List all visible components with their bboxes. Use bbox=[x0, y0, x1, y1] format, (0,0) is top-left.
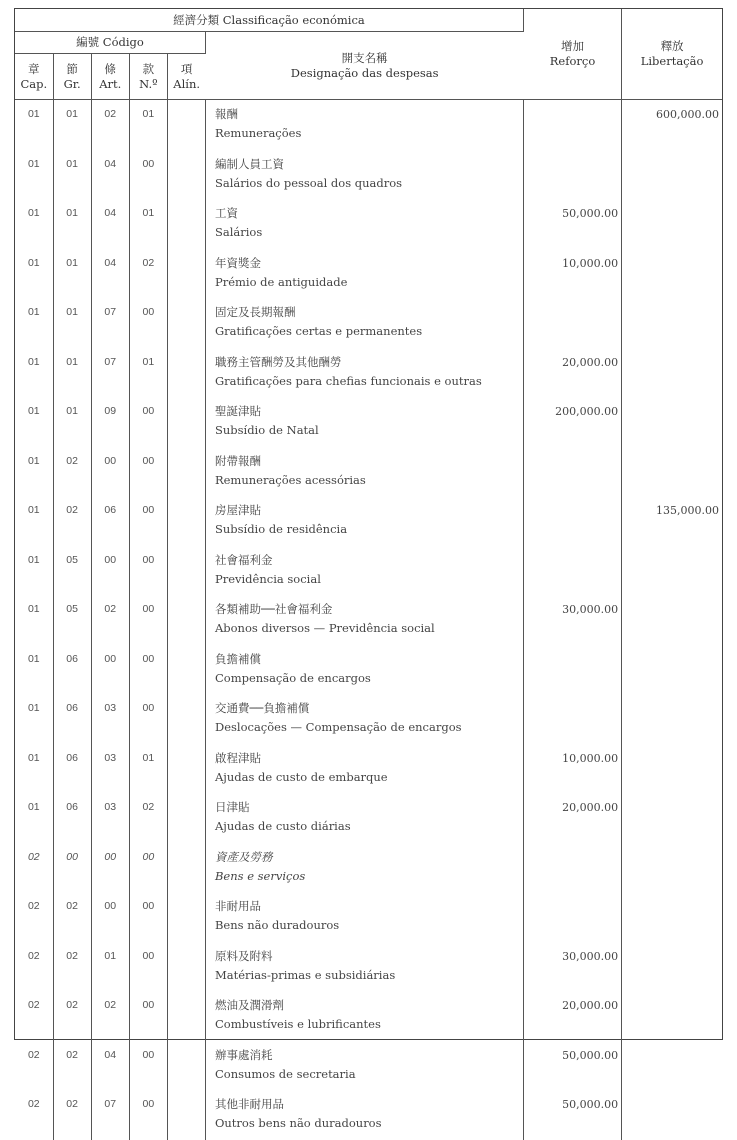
designation-zh: 負擔補償 bbox=[214, 651, 261, 666]
libertacao-header-zh: 釋放 bbox=[660, 39, 684, 53]
designation-cell bbox=[205, 892, 523, 942]
gr-cell: 06 bbox=[53, 694, 91, 744]
art-cell: 00 bbox=[91, 843, 129, 893]
cap-cell: 02 bbox=[15, 1090, 53, 1140]
libertacao-cell bbox=[622, 744, 722, 794]
designation-cell bbox=[205, 298, 523, 348]
cap-cell: 02 bbox=[15, 892, 53, 942]
designation-cell bbox=[205, 991, 523, 1041]
reforco-cell: 10,000.00 bbox=[523, 249, 621, 299]
designation-zh: 非耐用品 bbox=[214, 899, 261, 913]
art-cell: 07 bbox=[91, 298, 129, 348]
art-cell: 04 bbox=[91, 199, 129, 249]
reforco-cell bbox=[523, 496, 621, 546]
table-row bbox=[15, 645, 722, 695]
reforco-cell: 50,000.00 bbox=[523, 1090, 621, 1140]
no-cell: 01 bbox=[129, 199, 167, 249]
cap-cell: 01 bbox=[15, 199, 53, 249]
designation-pt: Previdência social bbox=[214, 571, 321, 586]
no-cell: 01 bbox=[129, 744, 167, 794]
libertacao-cell bbox=[622, 397, 722, 447]
art-cell: 01 bbox=[91, 942, 129, 992]
cap-cell: 01 bbox=[15, 744, 53, 794]
art-cell: 06 bbox=[91, 496, 129, 546]
designation-zh: 附帶報酬 bbox=[214, 453, 261, 468]
no-header-zh: 款 bbox=[142, 61, 155, 76]
alin-cell bbox=[167, 397, 205, 447]
designation-pt: Subsídio de residência bbox=[214, 522, 348, 536]
no-cell: 00 bbox=[129, 843, 167, 893]
designation-zh: 其他非耐用品 bbox=[214, 1097, 284, 1111]
table-row bbox=[15, 100, 722, 150]
designation-cell bbox=[205, 843, 523, 893]
designation-cell bbox=[205, 744, 523, 794]
art-cell: 03 bbox=[91, 744, 129, 794]
reforco-cell: 30,000.00 bbox=[523, 942, 621, 992]
table-row bbox=[15, 546, 722, 596]
gr-cell: 02 bbox=[53, 496, 91, 546]
cap-cell: 02 bbox=[15, 991, 53, 1041]
cap-cell: 01 bbox=[15, 793, 53, 843]
table-row bbox=[15, 892, 722, 942]
cap-cell: 02 bbox=[15, 1041, 53, 1091]
libertacao-cell bbox=[622, 843, 722, 893]
designation-pt: Consumos de secretaria bbox=[214, 1066, 356, 1081]
designation-header-zh: 開支名稱 bbox=[341, 50, 388, 65]
reforco-header bbox=[523, 9, 621, 100]
designation-pt: Remunerações acessórias bbox=[214, 472, 366, 487]
designation-pt: Bens não duradouros bbox=[214, 918, 340, 932]
libertacao-cell bbox=[622, 892, 722, 942]
designation-zh: 聖誕津貼 bbox=[214, 404, 261, 418]
libertacao-cell bbox=[622, 249, 722, 299]
art-cell: 09 bbox=[91, 397, 129, 447]
alin-cell bbox=[167, 843, 205, 893]
table-row bbox=[15, 843, 722, 893]
no-cell: 02 bbox=[129, 249, 167, 299]
no-header bbox=[129, 54, 167, 100]
alin-cell bbox=[167, 298, 205, 348]
designation-zh: 交通費──負擔補償 bbox=[214, 701, 310, 715]
no-cell: 00 bbox=[129, 150, 167, 200]
table-row bbox=[15, 1090, 722, 1140]
gr-cell: 02 bbox=[53, 447, 91, 497]
alin-cell bbox=[167, 249, 205, 299]
cap-header-zh: 章 bbox=[28, 61, 40, 76]
art-header bbox=[91, 54, 129, 100]
designation-zh: 固定及長期報酬 bbox=[214, 305, 296, 319]
cap-cell: 01 bbox=[15, 496, 53, 546]
gr-cell: 00 bbox=[53, 843, 91, 893]
table-row bbox=[15, 298, 722, 348]
no-cell: 00 bbox=[129, 694, 167, 744]
art-cell: 00 bbox=[91, 892, 129, 942]
table-row bbox=[15, 496, 722, 546]
reforco-cell bbox=[523, 694, 621, 744]
gr-header bbox=[53, 54, 91, 100]
alin-cell bbox=[167, 1041, 205, 1091]
libertacao-cell bbox=[622, 546, 722, 596]
gr-cell: 06 bbox=[53, 744, 91, 794]
cap-cell: 01 bbox=[15, 645, 53, 695]
designation-pt: Subsídio de Natal bbox=[214, 423, 319, 437]
table-row bbox=[15, 397, 722, 447]
table-row bbox=[15, 793, 722, 843]
designation-zh: 啟程津貼 bbox=[214, 750, 261, 765]
alin-cell bbox=[167, 942, 205, 992]
no-cell: 01 bbox=[129, 100, 167, 150]
gr-cell: 01 bbox=[53, 100, 91, 150]
reforco-cell: 50,000.00 bbox=[523, 199, 621, 249]
designation-zh: 資產及勞務 bbox=[214, 849, 273, 864]
alin-cell bbox=[167, 199, 205, 249]
cap-cell: 01 bbox=[15, 348, 53, 398]
gr-cell: 01 bbox=[53, 150, 91, 200]
designation-pt: Ajudas de custo de embarque bbox=[214, 769, 388, 784]
budget-table-sheet bbox=[14, 8, 723, 1130]
alin-cell bbox=[167, 1090, 205, 1140]
designation-pt: Compensação de encargos bbox=[214, 670, 371, 685]
libertacao-cell bbox=[622, 1090, 722, 1140]
designation-zh: 日津貼 bbox=[214, 800, 250, 814]
libertacao-cell bbox=[622, 447, 722, 497]
designation-zh: 社會福利金 bbox=[214, 552, 273, 567]
art-cell: 02 bbox=[91, 100, 129, 150]
libertacao-cell: 600,000.00 bbox=[656, 108, 719, 121]
alin-cell bbox=[167, 744, 205, 794]
designation-cell bbox=[205, 694, 523, 744]
reforco-cell bbox=[523, 100, 621, 150]
art-cell: 04 bbox=[91, 1041, 129, 1091]
libertacao-cell bbox=[622, 298, 722, 348]
art-header-zh: 條 bbox=[104, 61, 116, 76]
no-cell: 00 bbox=[129, 1041, 167, 1091]
gr-header-zh: 節 bbox=[66, 61, 78, 76]
table-row bbox=[15, 991, 722, 1041]
reforco-cell bbox=[523, 843, 621, 893]
art-cell: 00 bbox=[91, 447, 129, 497]
reforco-cell bbox=[523, 645, 621, 695]
cap-cell: 01 bbox=[15, 546, 53, 596]
designation-header bbox=[205, 32, 523, 100]
designation-cell bbox=[205, 595, 523, 645]
alin-cell bbox=[167, 348, 205, 398]
alin-header-pt: Alín. bbox=[173, 76, 201, 91]
art-cell: 03 bbox=[91, 793, 129, 843]
code-header: 編號 Código bbox=[15, 32, 205, 54]
art-cell: 02 bbox=[91, 991, 129, 1041]
no-cell: 00 bbox=[129, 645, 167, 695]
alin-cell bbox=[167, 793, 205, 843]
budget-table bbox=[15, 9, 722, 1140]
reforco-header-pt: Reforço bbox=[549, 54, 596, 68]
reforco-cell: 20,000.00 bbox=[523, 348, 621, 398]
reforco-cell: 30,000.00 bbox=[523, 595, 621, 645]
no-cell: 00 bbox=[129, 447, 167, 497]
table-row bbox=[15, 348, 722, 398]
designation-pt: Ajudas de custo diárias bbox=[214, 819, 351, 833]
gr-cell: 01 bbox=[53, 397, 91, 447]
gr-cell: 01 bbox=[53, 298, 91, 348]
designation-zh: 報酬 bbox=[214, 107, 238, 121]
reforco-header-zh: 增加 bbox=[561, 39, 584, 53]
designation-zh: 房屋津貼 bbox=[214, 503, 261, 517]
no-cell: 02 bbox=[129, 793, 167, 843]
designation-zh: 各類補助──社會福利金 bbox=[214, 602, 333, 616]
table-row bbox=[15, 694, 722, 744]
alin-cell bbox=[167, 991, 205, 1041]
libertacao-cell bbox=[622, 595, 722, 645]
designation-pt: Matérias-primas e subsidiárias bbox=[214, 967, 396, 982]
art-cell: 00 bbox=[91, 645, 129, 695]
gr-cell: 02 bbox=[53, 1041, 91, 1091]
designation-pt: Bens e serviços bbox=[214, 868, 306, 883]
libertacao-header-pt: Libertação bbox=[640, 54, 704, 68]
no-cell: 00 bbox=[129, 397, 167, 447]
art-cell: 02 bbox=[91, 595, 129, 645]
reforco-cell: 20,000.00 bbox=[523, 991, 621, 1041]
designation-header-pt: Designação das despesas bbox=[290, 65, 439, 80]
reforco-cell: 50,000.00 bbox=[523, 1041, 621, 1091]
designation-cell bbox=[205, 397, 523, 447]
alin-cell bbox=[167, 892, 205, 942]
designation-zh: 職務主管酬勞及其他酬勞 bbox=[214, 354, 342, 369]
no-cell: 00 bbox=[129, 298, 167, 348]
alin-cell bbox=[167, 150, 205, 200]
no-cell: 00 bbox=[129, 942, 167, 992]
table-row bbox=[15, 744, 722, 794]
libertacao-cell bbox=[622, 199, 722, 249]
alin-cell bbox=[167, 100, 205, 150]
designation-cell bbox=[205, 199, 523, 249]
table-row bbox=[15, 150, 722, 200]
reforco-cell bbox=[523, 447, 621, 497]
art-cell: 04 bbox=[91, 150, 129, 200]
designation-pt: Salários bbox=[214, 225, 263, 239]
alin-cell bbox=[167, 496, 205, 546]
art-cell: 07 bbox=[91, 348, 129, 398]
gr-cell: 01 bbox=[53, 199, 91, 249]
reforco-cell bbox=[523, 892, 621, 942]
alin-cell bbox=[167, 595, 205, 645]
designation-pt: Abonos diversos — Previdência social bbox=[214, 621, 435, 635]
art-cell: 07 bbox=[91, 1090, 129, 1140]
cap-cell: 01 bbox=[15, 249, 53, 299]
gr-cell: 02 bbox=[53, 1090, 91, 1140]
libertacao-header bbox=[622, 9, 722, 100]
designation-cell bbox=[205, 249, 523, 299]
gr-cell: 02 bbox=[53, 991, 91, 1041]
alin-cell bbox=[167, 694, 205, 744]
libertacao-cell bbox=[622, 150, 722, 200]
gr-cell: 02 bbox=[53, 892, 91, 942]
designation-cell bbox=[205, 1041, 523, 1091]
no-cell: 00 bbox=[129, 991, 167, 1041]
designation-zh: 編制人員工資 bbox=[214, 156, 284, 171]
libertacao-cell bbox=[622, 991, 722, 1041]
designation-cell bbox=[205, 100, 523, 150]
no-header-pt: N.º bbox=[139, 76, 158, 91]
libertacao-cell bbox=[622, 645, 722, 695]
table-body bbox=[15, 100, 722, 1140]
designation-cell bbox=[205, 1090, 523, 1140]
cap-header-pt: Cap. bbox=[20, 76, 48, 91]
no-cell: 00 bbox=[129, 1090, 167, 1140]
cap-header bbox=[15, 54, 53, 100]
table-row bbox=[15, 199, 722, 249]
designation-pt: Gratificações para chefias funcionais e outras bbox=[214, 373, 482, 388]
designation-cell bbox=[205, 447, 523, 497]
designation-zh: 辦事處消耗 bbox=[214, 1047, 273, 1062]
no-cell: 00 bbox=[129, 496, 167, 546]
gr-cell: 01 bbox=[53, 348, 91, 398]
gr-cell: 06 bbox=[53, 645, 91, 695]
table-row bbox=[15, 1041, 722, 1091]
reforco-cell bbox=[523, 298, 621, 348]
no-cell: 00 bbox=[129, 595, 167, 645]
cap-cell: 01 bbox=[15, 595, 53, 645]
art-cell: 03 bbox=[91, 694, 129, 744]
art-header-pt: Art. bbox=[99, 76, 122, 91]
cap-cell: 01 bbox=[15, 100, 53, 150]
libertacao-cell bbox=[622, 793, 722, 843]
designation-pt: Deslocações — Compensação de encargos bbox=[214, 720, 462, 734]
designation-cell bbox=[205, 645, 523, 695]
designation-pt: Prémio de antiguidade bbox=[214, 274, 348, 289]
cap-cell: 01 bbox=[15, 694, 53, 744]
libertacao-cell: 135,000.00 bbox=[656, 504, 719, 517]
libertacao-cell bbox=[622, 1041, 722, 1091]
cap-cell: 01 bbox=[15, 447, 53, 497]
art-cell: 04 bbox=[91, 249, 129, 299]
table-row bbox=[15, 447, 722, 497]
designation-cell bbox=[205, 942, 523, 992]
cap-cell: 01 bbox=[15, 298, 53, 348]
table-row bbox=[15, 249, 722, 299]
no-cell: 01 bbox=[129, 348, 167, 398]
classification-header: 經濟分類 Classificação económica bbox=[15, 9, 523, 32]
designation-cell bbox=[205, 150, 523, 200]
alin-header-zh: 項 bbox=[180, 61, 193, 76]
alin-cell bbox=[167, 645, 205, 695]
gr-cell: 05 bbox=[53, 546, 91, 596]
cap-cell: 01 bbox=[15, 150, 53, 200]
designation-pt: Combustíveis e lubrificantes bbox=[214, 1017, 381, 1031]
table-row bbox=[15, 942, 722, 992]
cap-cell: 02 bbox=[15, 942, 53, 992]
designation-zh: 工資 bbox=[214, 206, 238, 220]
gr-cell: 05 bbox=[53, 595, 91, 645]
libertacao-cell bbox=[622, 694, 722, 744]
no-cell: 00 bbox=[129, 546, 167, 596]
gr-cell: 02 bbox=[53, 942, 91, 992]
designation-cell bbox=[205, 496, 523, 546]
reforco-cell bbox=[523, 546, 621, 596]
libertacao-cell bbox=[622, 348, 722, 398]
gr-header-pt: Gr. bbox=[63, 76, 81, 91]
designation-cell bbox=[205, 348, 523, 398]
gr-cell: 06 bbox=[53, 793, 91, 843]
designation-zh: 年資獎金 bbox=[214, 255, 261, 270]
designation-pt: Remunerações bbox=[214, 126, 302, 140]
alin-cell bbox=[167, 447, 205, 497]
designation-pt: Gratificações certas e permanentes bbox=[214, 324, 423, 338]
reforco-cell: 20,000.00 bbox=[523, 793, 621, 843]
designation-pt: Outros bens não duradouros bbox=[214, 1116, 382, 1130]
libertacao-cell bbox=[622, 942, 722, 992]
reforco-cell: 200,000.00 bbox=[523, 397, 621, 447]
table-row bbox=[15, 595, 722, 645]
cap-cell: 02 bbox=[15, 843, 53, 893]
designation-pt: Salários do pessoal dos quadros bbox=[214, 175, 403, 190]
designation-cell bbox=[205, 546, 523, 596]
reforco-cell: 10,000.00 bbox=[523, 744, 621, 794]
gr-cell: 01 bbox=[53, 249, 91, 299]
art-cell: 00 bbox=[91, 546, 129, 596]
designation-cell bbox=[205, 793, 523, 843]
designation-zh: 燃油及潤滑劑 bbox=[214, 998, 284, 1012]
no-cell: 00 bbox=[129, 892, 167, 942]
alin-header bbox=[167, 54, 205, 100]
designation-zh: 原料及附料 bbox=[214, 948, 273, 963]
alin-cell bbox=[167, 546, 205, 596]
reforco-cell bbox=[523, 150, 621, 200]
cap-cell: 01 bbox=[15, 397, 53, 447]
